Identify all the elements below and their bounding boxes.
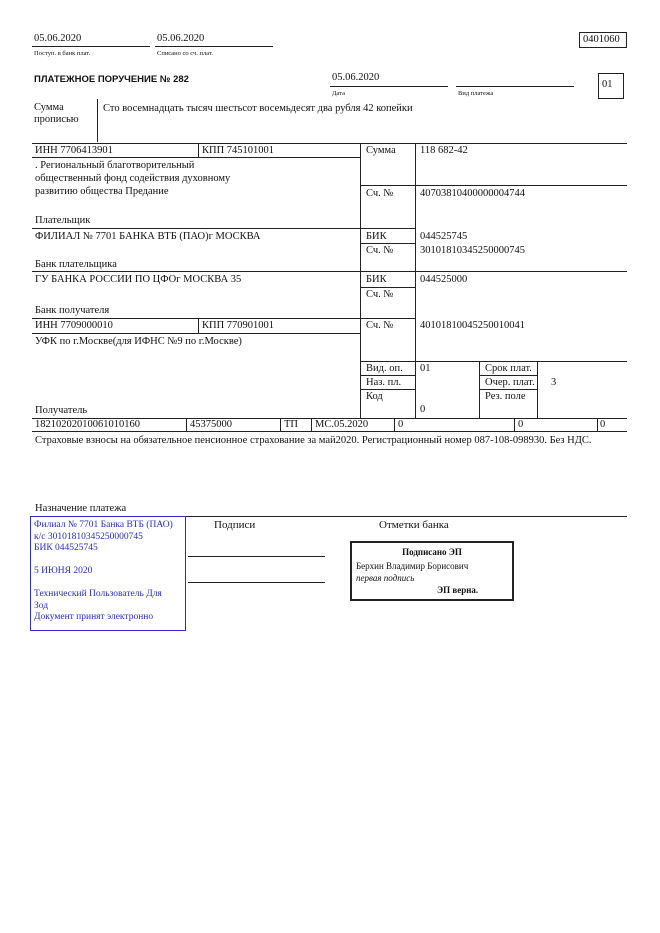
budget-basis: ТП (284, 419, 298, 430)
payer-name-line-2: общественный фонд содействия духовному (35, 173, 231, 184)
stamp-line-9: Документ принят электронно (34, 612, 154, 622)
payee-account-label: Сч. № (366, 320, 394, 331)
srok-label: Срок плат. (485, 363, 532, 374)
payment-purpose-label: Назначение платежа (35, 503, 127, 514)
ep-name: Берхин Владимир Борисович (356, 561, 469, 571)
grid-line-payer (32, 228, 415, 229)
ocher-label: Очер. плат. (485, 377, 535, 388)
grid-line-payee-bank (32, 318, 415, 319)
payer-bik: 044525745 (420, 231, 468, 242)
budget-type: 0 (600, 419, 606, 430)
payee-corr-label: Сч. № (366, 289, 394, 300)
stamp-spacer-2 (34, 578, 185, 590)
payer-bank: ФИЛИАЛ № 7701 БАНКА ВТБ (ПАО)г МОСКВА (35, 231, 261, 242)
ep-valid: ЭП верна. (437, 585, 479, 595)
budget-vline-4 (394, 418, 395, 431)
grid-line-bik2 (360, 287, 415, 288)
budget-vline-6 (597, 418, 598, 431)
rez-label: Рез. поле (485, 391, 526, 402)
e-signature-box (350, 541, 514, 601)
debited-date-line (155, 46, 273, 47)
payer-bank-label: Банк плательщика (35, 259, 117, 270)
payer-bik-label: БИК (366, 231, 387, 242)
signatures-label: Подписи (214, 519, 256, 531)
signature-line-2 (188, 582, 325, 583)
budget-kbk: 18210202010061010160 (35, 419, 140, 430)
grid-line-budget (32, 431, 627, 432)
grid-vline-op2 (537, 361, 538, 418)
budget-vline-3 (311, 418, 312, 431)
budget-oktmo: 45375000 (190, 419, 232, 430)
payer-name-line-3: развитию общества Предание (35, 186, 169, 197)
form-code-box (579, 32, 627, 48)
stamp-spacer-1 (34, 555, 185, 567)
form-code: 0401060 (583, 34, 620, 45)
stamp-line-5: 5 ИЮНЯ 2020 (34, 566, 93, 576)
payment-type-label: Вид платежа (458, 90, 494, 97)
ocher-value: 3 (551, 377, 557, 388)
kod-label: Код (366, 391, 383, 402)
received-date-label: Поступ. в банк плат. (34, 50, 91, 57)
bank-stamp (30, 516, 186, 631)
grid-line-payee-inn (32, 333, 360, 334)
budget-vline-5 (514, 418, 515, 431)
payee-label: Получатель (35, 405, 88, 416)
budget-period: МС.05.2020 (315, 419, 369, 430)
grid-line-inn (32, 157, 360, 158)
grid-line-bik1 (360, 243, 415, 244)
grid-vline-kpp1 (198, 143, 199, 157)
payee-bank-label: Банк получателя (35, 305, 110, 316)
payee-inn: ИНН 7709000010 (35, 320, 113, 331)
ep-title: Подписано ЭП (402, 547, 462, 557)
ep-first: первая подпись (356, 573, 415, 583)
naz-label: Наз. пл. (366, 377, 402, 388)
grid-line-op3b (479, 389, 537, 390)
payee-bank: ГУ БАНКА РОССИИ ПО ЦФОг МОСКВА 35 (35, 274, 242, 285)
payment-type-line (456, 86, 574, 87)
debited-date-label: Списано со сч. плат. (157, 50, 213, 57)
debited-date: 05.06.2020 (157, 33, 205, 44)
payer-inn: ИНН 7706413901 (35, 145, 113, 156)
amount-words-divider (97, 99, 98, 142)
kod-value: 0 (420, 404, 426, 415)
status-code: 01 (602, 79, 613, 90)
payee-bik-label: БИК (366, 274, 387, 285)
payee-account: 40101810045250010041 (420, 320, 525, 331)
grid-line-op1 (360, 361, 627, 362)
vid-op: 01 (420, 363, 431, 374)
vid-op-label: Вид. оп. (366, 363, 403, 374)
grid-line-bank (32, 271, 627, 272)
payer-corr-label: Сч. № (366, 245, 394, 256)
payer-kpp: КПП 745101001 (202, 145, 275, 156)
received-date-line (32, 46, 150, 47)
grid-vline-kpp2 (198, 318, 199, 333)
grid-line-op2b (479, 375, 537, 376)
grid-vline-values (415, 143, 416, 418)
stamp-line-2: к/с 30101810345250000745 (34, 531, 143, 542)
grid-vline-op (479, 361, 480, 418)
payee-kpp: КПП 770901001 (202, 320, 275, 331)
status-box (598, 73, 624, 99)
order-date-line (330, 86, 448, 87)
stamp-line-1: Филиал № 7701 Банка ВТБ (ПАО) (34, 520, 173, 530)
amount-words-label-2: прописью (34, 114, 79, 125)
grid-line-op2 (360, 375, 415, 376)
stamp-line-3: БИК 044525745 (34, 543, 98, 553)
budget-doc-no: 0 (398, 419, 404, 430)
order-date: 05.06.2020 (332, 72, 380, 83)
payer-account: 40703810400000004744 (420, 188, 525, 199)
grid-line-1 (32, 143, 627, 144)
budget-vline-1 (186, 418, 187, 431)
received-date: 05.06.2020 (34, 33, 82, 44)
payer-label: Плательщик (35, 215, 91, 226)
payment-purpose: Страховые взносы на обязательное пенсионное страхование за май2020. Регистрационный номер 087-108-098930. Без НДС. (35, 435, 592, 446)
bank-marks-label: Отметки банка (379, 519, 449, 531)
sum-value: 118 682-42 (420, 145, 468, 156)
signature-line-1 (188, 556, 325, 557)
document-title: ПЛАТЕЖНОЕ ПОРУЧЕНИЕ № 282 (34, 74, 189, 85)
stamp-line-7: Технический Пользователь Для (34, 589, 162, 599)
amount-words-label-1: Сумма (34, 102, 64, 113)
payer-account-label: Сч. № (366, 188, 394, 199)
payer-corr-account: 30101810345250000745 (420, 245, 525, 256)
amount-words: Сто восемнадцать тысяч шестьсот восемьдесят два рубля 42 копейки (103, 103, 413, 114)
payee-bik: 044525000 (420, 274, 468, 285)
payer-name-line-1: . Региональный благотворительный (35, 160, 195, 171)
grid-vline-main (360, 143, 361, 418)
sum-label: Сумма (366, 145, 396, 156)
stamp-line-8: Зод (34, 600, 49, 611)
grid-line-op3 (360, 389, 415, 390)
payee-name: УФК по г.Москве(для ИФНС №9 по г.Москве) (35, 336, 242, 347)
order-date-label: Дата (332, 90, 345, 97)
grid-line-sum (360, 185, 627, 186)
budget-doc-date: 0 (518, 419, 524, 430)
budget-vline-2 (280, 418, 281, 431)
